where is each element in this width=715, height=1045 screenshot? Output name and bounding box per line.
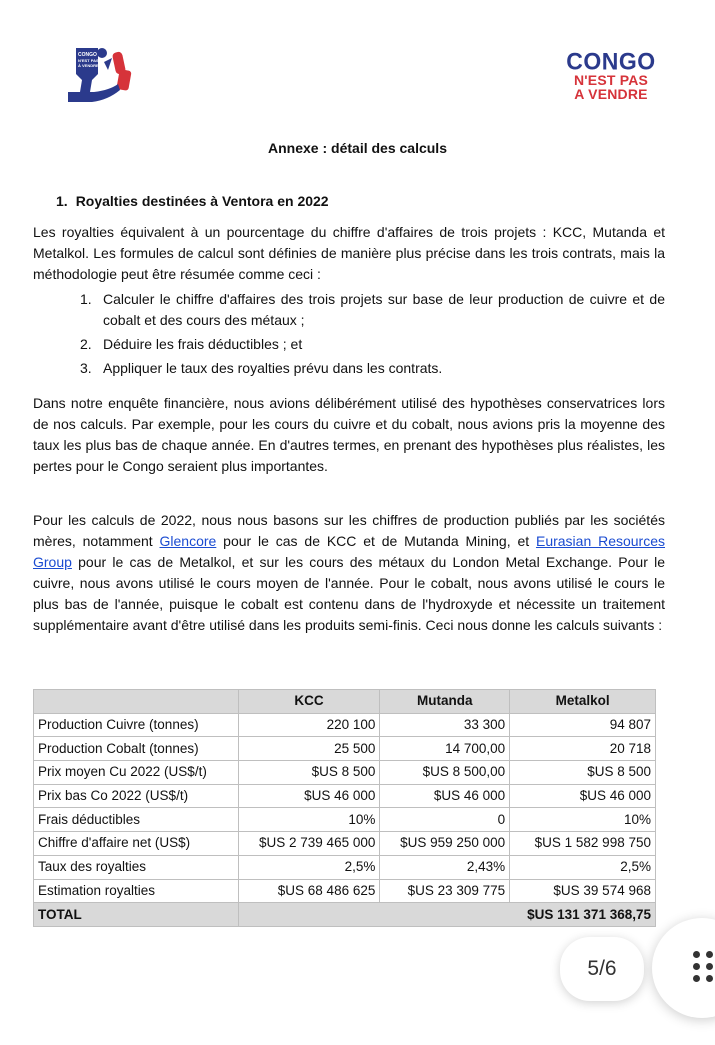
total-label: TOTAL — [34, 903, 239, 927]
table-cell: $US 68 486 625 — [238, 879, 380, 903]
row-label: Estimation royalties — [34, 879, 239, 903]
section-number: 1. — [56, 193, 68, 209]
svg-text:À VENDRE: À VENDRE — [78, 63, 99, 68]
column-header: Mutanda — [380, 690, 510, 714]
list-number: 2. — [80, 336, 92, 352]
drag-dots-icon — [693, 951, 715, 983]
table-header-row — [34, 690, 656, 714]
table-cell: $US 8 500 — [510, 761, 656, 785]
table-cell: $US 46 000 — [510, 784, 656, 808]
table-cell: 2,43% — [380, 855, 510, 879]
logo-line-3: A VENDRE — [574, 86, 648, 102]
table-cell: 10% — [510, 808, 656, 832]
table-cell: 94 807 — [510, 713, 656, 737]
section-title: Royalties destinées à Ventora en 2022 — [75, 193, 329, 209]
section-heading — [56, 193, 337, 209]
list-text: Calculer le chiffre d'affaires des trois projets sur base de leur production de cuivre et de cobalt et des cours des métaux ; — [103, 291, 665, 328]
table-cell: 33 300 — [380, 713, 510, 737]
table-cell: $US 46 000 — [238, 784, 380, 808]
table-cell: 2,5% — [510, 855, 656, 879]
list-number: 3. — [80, 360, 92, 376]
list-text: Appliquer le taux des royalties prévu dans les contrats. — [103, 360, 443, 376]
table-cell: 220 100 — [238, 713, 380, 737]
svg-text:CONGO: CONGO — [78, 52, 97, 58]
column-header: KCC — [238, 690, 380, 714]
page-title: Annexe : détail des calculs — [268, 140, 447, 156]
table-cell: $US 8 500 — [238, 761, 380, 785]
table-cell: $US 46 000 — [380, 784, 510, 808]
method-steps-list — [80, 289, 665, 382]
table-cell: 14 700,00 — [380, 737, 510, 761]
table-cell: $US 39 574 968 — [510, 879, 656, 903]
table-row — [34, 713, 656, 737]
column-header — [34, 690, 239, 714]
row-label: Production Cobalt (tonnes) — [34, 737, 239, 761]
table-row — [34, 761, 656, 785]
glencore-link[interactable]: Glencore — [159, 533, 217, 549]
list-item — [80, 289, 665, 331]
logo-line-1: CONGO — [566, 47, 656, 75]
table-cell: $US 959 250 000 — [380, 832, 510, 856]
list-item — [80, 358, 665, 379]
list-item — [80, 334, 665, 355]
total-value: $US 131 371 368,75 — [238, 903, 655, 927]
erg-link[interactable]: Eurasian Resources Group — [33, 533, 665, 570]
row-label: Prix bas Co 2022 (US$/t) — [34, 784, 239, 808]
table-total-row — [34, 903, 656, 927]
sources-text-b: pour le cas de KCC et de Mutanda Mining, et — [216, 533, 536, 549]
column-header: Metalkol — [510, 690, 656, 714]
row-label: Frais déductibles — [34, 808, 239, 832]
table-cell: $US 1 582 998 750 — [510, 832, 656, 856]
table-cell: 2,5% — [238, 855, 380, 879]
row-label: Chiffre d'affaire net (US$) — [34, 832, 239, 856]
table-row — [34, 808, 656, 832]
table-cell: $US 23 309 775 — [380, 879, 510, 903]
menu-button[interactable] — [652, 918, 715, 1018]
table-row — [34, 737, 656, 761]
table-cell: $US 8 500,00 — [380, 761, 510, 785]
table-cell: 0 — [380, 808, 510, 832]
table-cell: 10% — [238, 808, 380, 832]
list-number: 1. — [80, 291, 92, 307]
table-row — [34, 832, 656, 856]
table-cell: 20 718 — [510, 737, 656, 761]
logo-congo-illustration — [62, 40, 134, 106]
svg-text:N'EST PAS: N'EST PAS — [78, 58, 99, 63]
sources-text-c: pour le cas de Metalkol, et sur les cours des métaux du London Metal Exchange. Pour le cuivre, nous avons utilisé le cours moyen de l'année. Pour le cobalt, nous avons utilisé le cours le plus bas de l'année, puisque le cobalt est contenu dans de l'hydroxyde et nécessite un traitement supplémentaire avant d'être utilisé dans les produits semi-finis. Ceci nous donne les calculs suivants : — [33, 554, 665, 633]
paragraph-methodology: Dans notre enquête financière, nous avions délibérément utilisé des hypothèses conservatrices lors de nos calculs. Par exemple, pour les cours du cuivre et du cobalt, nous avions pris la moyenne des taux les plus bas de chaque année. En d'autres termes, en prenant des hypothèses plus réalistes, les pertes pour le Congo seraient plus importantes. — [33, 395, 665, 474]
logo-congo-text — [566, 47, 656, 102]
logo-line-2: N'EST PAS — [573, 72, 649, 88]
row-label: Production Cuivre (tonnes) — [34, 713, 239, 737]
paragraph-sources — [33, 510, 665, 636]
royalties-table — [33, 689, 656, 927]
row-label: Prix moyen Cu 2022 (US$/t) — [34, 761, 239, 785]
paragraph-intro: Les royalties équivalent à un pourcentage du chiffre d'affaires de trois projets : KCC, Mutanda et Metalkol. Les formules de calcul sont définies de manière plus précise dans les trois contrats, mais la méthodologie peut être résumée comme ceci : — [33, 224, 665, 282]
table-row — [34, 879, 656, 903]
table-cell: 25 500 — [238, 737, 380, 761]
table-row — [34, 855, 656, 879]
sources-text-a: Pour les calculs de 2022, nous nous basons sur les chiffres de production publiés par les sociétés mères, notamment — [33, 512, 665, 549]
row-label: Taux des royalties — [34, 855, 239, 879]
table-row — [34, 784, 656, 808]
table-cell: $US 2 739 465 000 — [238, 832, 380, 856]
page-indicator[interactable]: 5/6 — [560, 937, 644, 1001]
list-text: Déduire les frais déductibles ; et — [103, 336, 303, 352]
